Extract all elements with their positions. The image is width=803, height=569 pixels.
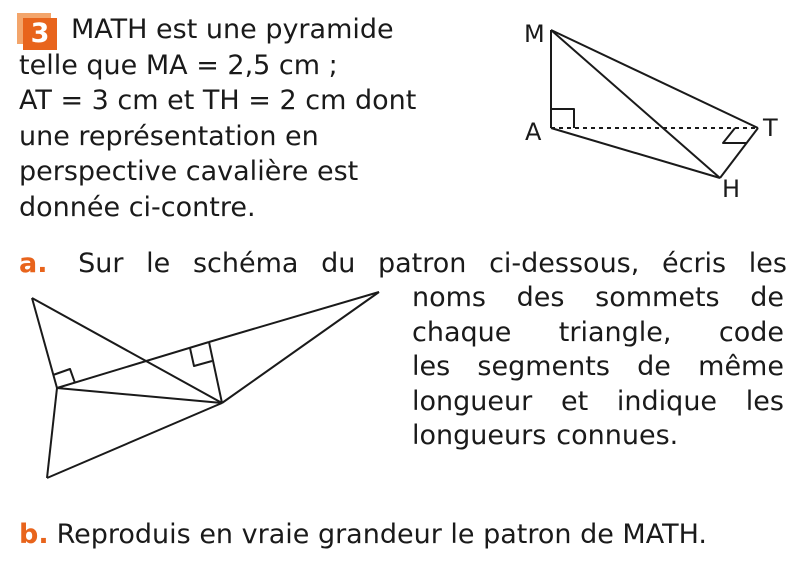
- vertex-label-M: M: [524, 20, 545, 48]
- net-edge: [209, 292, 379, 342]
- question-b: [19, 517, 707, 552]
- question-a-first-line: [19, 246, 787, 281]
- question-a-continuation: [412, 281, 784, 454]
- statement-line: MATH est une pyramide: [71, 14, 394, 45]
- word: longueurs: [412, 420, 547, 451]
- statement-line: une représentation en: [19, 120, 319, 152]
- word: de: [637, 351, 671, 382]
- net-edge: [57, 342, 209, 388]
- word: sommets: [595, 282, 720, 313]
- question-a-line: [412, 281, 784, 316]
- question-a-line: [412, 350, 784, 385]
- net-edge: [47, 403, 222, 478]
- word: longueur: [412, 385, 533, 417]
- word: les: [748, 248, 787, 279]
- question-a: [19, 246, 787, 281]
- word: du: [321, 248, 356, 279]
- statement-line: donnée ci-contre.: [19, 191, 256, 223]
- vertex-label-A: A: [525, 118, 542, 146]
- question-b-letter: b.: [19, 519, 49, 550]
- word: patron: [378, 248, 467, 279]
- word: schéma: [192, 248, 299, 279]
- exercise-number: 3: [23, 18, 57, 50]
- word: segments: [477, 351, 610, 382]
- word: Sur: [78, 248, 124, 279]
- word: ci-dessous,: [489, 248, 640, 279]
- question-a-letter: a.: [19, 248, 48, 279]
- statement-line: AT = 3 cm et TH = 2 cm dont: [19, 85, 417, 116]
- net-edge: [209, 342, 222, 403]
- word: écris: [662, 248, 727, 279]
- word: chaque: [412, 316, 512, 348]
- question-a-line: [412, 419, 784, 454]
- word: de: [750, 282, 784, 313]
- word: les: [745, 385, 784, 417]
- word: connues.: [556, 420, 679, 451]
- word: le: [146, 248, 171, 279]
- word: et: [560, 385, 589, 417]
- statement-line: telle que MA = 2,5 cm ;: [19, 49, 338, 81]
- net-right-angle-mark: [53, 369, 75, 383]
- net-edge: [222, 292, 379, 403]
- word: indique: [616, 385, 718, 417]
- vertex-label-H: H: [722, 175, 741, 203]
- net-edge: [47, 388, 57, 478]
- word: des: [516, 282, 565, 313]
- vertex-label-T: T: [763, 114, 778, 142]
- word: triangle,: [558, 316, 672, 348]
- word: les: [412, 351, 451, 382]
- question-b-text: Reproduis en vraie grandeur le patron de MATH.: [56, 519, 707, 550]
- word: code: [718, 316, 784, 348]
- question-a-line: [412, 385, 784, 420]
- statement-line: perspective cavalière est: [19, 156, 359, 187]
- word: même: [698, 351, 784, 382]
- net-right-angle-mark: [190, 348, 212, 366]
- word: noms: [412, 282, 486, 313]
- question-a-line: [412, 316, 784, 351]
